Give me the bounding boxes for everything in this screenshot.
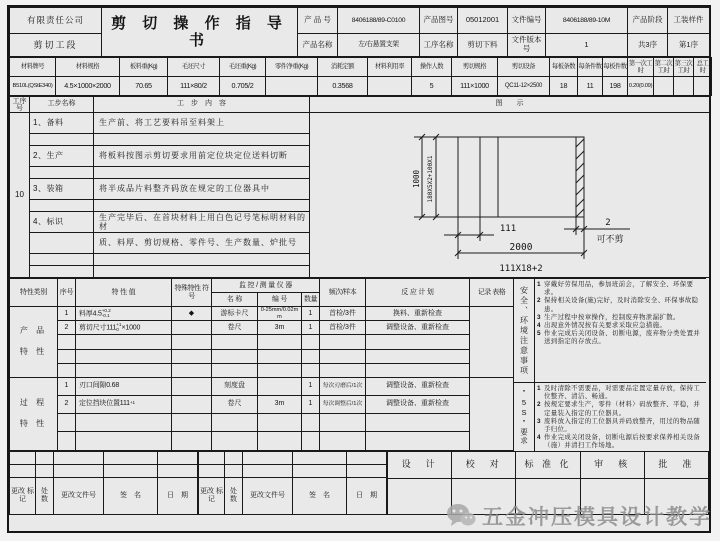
char-inst-code: 3m xyxy=(258,395,302,413)
char-qty: 1 xyxy=(302,395,320,413)
current-op: 第1序 xyxy=(668,34,710,57)
spec-header: 剪切规格 xyxy=(452,58,498,77)
approval-block xyxy=(387,451,709,515)
change-cell xyxy=(10,451,36,464)
drawing-no-label: 产品图号 xyxy=(420,8,458,34)
note-number: 2 xyxy=(537,401,541,409)
change-cell xyxy=(54,464,104,477)
char-qty xyxy=(302,414,320,432)
total-ops: 共3序 xyxy=(628,34,668,57)
special-characteristic-symbol xyxy=(172,377,212,395)
char-record xyxy=(470,377,514,450)
char-reaction: 调整设备、重新检查 xyxy=(366,321,470,335)
char-value xyxy=(76,363,172,377)
dim-trim: 2 xyxy=(605,218,611,228)
seq-header: 序号 xyxy=(58,279,76,307)
char-inst-name xyxy=(212,432,258,450)
char-inst-code xyxy=(258,414,302,432)
char-reaction xyxy=(366,414,470,432)
spec-header: 毛坯尺寸 xyxy=(168,58,220,77)
change-record-block-2 xyxy=(198,451,387,515)
change-cell xyxy=(36,451,54,464)
step-content: 将半成品片料整齐码放在规定的工位器具中 xyxy=(94,179,310,200)
inst-qty-header: 数量 xyxy=(302,293,320,307)
note-number: 3 xyxy=(537,417,541,425)
char-seq xyxy=(58,432,76,450)
spec-value xyxy=(266,77,318,96)
diagram-header: 图 示 xyxy=(310,97,710,113)
char-inst-code xyxy=(258,377,302,395)
step-content xyxy=(94,266,310,278)
change-cell xyxy=(36,464,54,477)
change-count-label: 处 数 xyxy=(225,478,243,514)
signature-cell xyxy=(644,478,708,514)
char-value: 定位挡块位置111 +1 xyxy=(76,395,172,413)
op-no-value: 10 xyxy=(10,113,30,278)
change-cell xyxy=(243,464,293,477)
change-cell xyxy=(293,451,347,464)
change-cell xyxy=(225,451,243,464)
special-characteristic-symbol xyxy=(172,414,212,432)
change-doc-label: 更改文件号 xyxy=(54,478,104,514)
spec-header: 总工时 xyxy=(694,58,712,77)
process-label-line2: 特 性 xyxy=(19,418,48,428)
design-label: 设 计 xyxy=(388,451,452,478)
spec-value xyxy=(368,77,412,96)
spec-value: 70.65 xyxy=(120,77,168,96)
step-content xyxy=(94,134,310,146)
instrument-header: 监 控 / 测 量 仪 器 xyxy=(212,279,320,293)
special-characteristic-symbol xyxy=(172,395,212,413)
safety-section xyxy=(514,279,706,383)
signature-cell xyxy=(580,478,644,514)
characteristics-band xyxy=(9,278,709,451)
date-label: 日 期 xyxy=(158,478,198,514)
spec-value: 0.705/2 xyxy=(220,77,266,96)
version-value: 1 xyxy=(546,34,628,57)
document-sheet xyxy=(7,5,711,533)
step-name xyxy=(30,134,94,146)
change-cell xyxy=(158,464,198,477)
change-cell xyxy=(199,464,225,477)
approve-label: 批 准 xyxy=(644,451,708,478)
workshop-section: 剪切工段 xyxy=(10,34,102,57)
note-number: 1 xyxy=(537,385,541,392)
change-count-label: 处 数 xyxy=(36,478,54,514)
char-value xyxy=(76,432,172,450)
safety-label: 安全、环境注意事项 xyxy=(514,279,535,382)
note-text: 穿戴好劳保用品，参加班前会，了解安全、环保要求。 xyxy=(544,281,694,297)
process-label-line1: 过 程 xyxy=(19,397,48,407)
step-name xyxy=(30,200,94,212)
char-inst-code xyxy=(258,335,302,349)
special-characteristic-symbol xyxy=(172,335,212,349)
characteristics-table xyxy=(9,278,514,451)
signature-cell xyxy=(516,478,580,514)
char-freq xyxy=(320,335,366,349)
spec-value: 4.5×1000×2000 xyxy=(56,77,120,96)
inst-name-header: 名 称 xyxy=(212,293,258,307)
step-name xyxy=(30,266,94,278)
char-value xyxy=(76,414,172,432)
char-inst-code: 0-25mm/0.02mm xyxy=(258,307,302,321)
char-reaction xyxy=(366,432,470,450)
change-cell xyxy=(104,464,158,477)
spec-header: 第三次工时 xyxy=(674,58,694,77)
safety-notes xyxy=(535,279,706,382)
spec-header: 每板件数 xyxy=(603,58,628,77)
spec-header: 操作人数 xyxy=(412,58,452,77)
value-header: 特 性 值 xyxy=(76,279,172,307)
signature-cell xyxy=(452,478,516,514)
note-text: 废料放入指定的工位器具并码放整齐，用过的物品随手归位。 xyxy=(544,417,701,433)
change-cell xyxy=(347,464,387,477)
reaction-header: 反 应 计 划 xyxy=(366,279,470,307)
char-value: 料厚4.5 +0.2 -0.1 xyxy=(76,307,172,321)
spec-header: 每板条数 xyxy=(550,58,578,77)
char-qty xyxy=(302,363,320,377)
symbol-header: 特殊特性 符号 xyxy=(172,279,212,307)
change-cell xyxy=(158,451,198,464)
stage-value: 工装样件 xyxy=(668,8,710,34)
char-freq: 首检/3件 xyxy=(320,321,366,335)
spec-header: 每条件数 xyxy=(578,58,603,77)
char-inst-code: 3m xyxy=(258,321,302,335)
char-seq: 2 xyxy=(58,395,76,413)
char-seq xyxy=(58,363,76,377)
spec-header: 材料牌号 xyxy=(10,58,56,77)
spec-header: 材料规格 xyxy=(56,58,120,77)
note-number: 2 xyxy=(537,297,541,305)
spec-value: 0.3568 xyxy=(318,77,368,96)
note-number: 4 xyxy=(537,321,541,329)
char-freq xyxy=(320,349,366,363)
note-text: 及时清除不需要品，对需要品定置定量存放，保持工位整齐、清洁、畅通。 xyxy=(544,385,701,401)
spec-header: 毛坯重(Kg) xyxy=(220,58,266,77)
spec-value: 111×1000 xyxy=(452,77,498,96)
step-content xyxy=(94,254,310,266)
char-seq: 1 xyxy=(58,377,76,395)
five-s-notes xyxy=(535,383,706,451)
char-freq xyxy=(320,363,366,377)
char-value xyxy=(76,335,172,349)
note-text: 按规定要求生产，零件（材料）码放整齐、平稳，并定量装入指定的工位器具。 xyxy=(544,401,701,417)
char-seq: 1 xyxy=(58,307,76,321)
signature-cell xyxy=(388,478,452,514)
spec-header: 零件净重(Kg) xyxy=(266,58,318,77)
char-qty xyxy=(302,349,320,363)
special-characteristic-symbol xyxy=(172,363,212,377)
spec-header: 板料重(Kg) xyxy=(120,58,168,77)
step-content: 生产前、将工艺要料吊至料架上 xyxy=(94,113,310,134)
signature-label: 签 名 xyxy=(293,478,347,514)
spec-value xyxy=(654,77,674,96)
note-text: 出现意外情况按有关要求采取应急措施。 xyxy=(544,321,667,329)
spec-value: 111×80/2 xyxy=(168,77,220,96)
change-cell xyxy=(225,464,243,477)
step-content: 质、料厚、剪切规格、零件号、生产数量、炉批号 xyxy=(94,233,310,254)
material-spec-table xyxy=(9,57,712,96)
change-cell xyxy=(54,451,104,464)
diagram-svg xyxy=(310,113,710,278)
step-name: 2、生产 xyxy=(30,146,94,167)
stage-label: 产品阶段 xyxy=(628,8,668,34)
change-mark-label: 更改 标记 xyxy=(10,478,36,514)
change-cell xyxy=(243,451,293,464)
spec-value: QC11-12×2500 xyxy=(498,77,550,96)
char-qty xyxy=(302,432,320,450)
step-name: 3、装箱 xyxy=(30,179,94,200)
special-characteristic-symbol xyxy=(172,321,212,335)
char-inst-code xyxy=(258,432,302,450)
change-cell xyxy=(199,451,225,464)
version-label: 文件版本号 xyxy=(508,34,546,57)
step-name: 4、标识 xyxy=(30,212,94,233)
spec-header: 第二次工时 xyxy=(654,58,674,77)
spec-value: 18 xyxy=(550,77,578,96)
char-inst-name: 游标卡尺 xyxy=(212,307,258,321)
op-no-header: 工序号 xyxy=(10,97,30,113)
change-cell xyxy=(347,451,387,464)
char-value: 刃口间隙0.68 xyxy=(76,377,172,395)
document-title: 剪 切 操 作 指 导 书 xyxy=(102,8,298,57)
char-freq xyxy=(320,432,366,450)
proofread-label: 校 对 xyxy=(452,451,516,478)
spec-header: 第一次工时 xyxy=(628,58,654,77)
char-qty: 1 xyxy=(302,377,320,395)
char-reaction: 换料、重新检查 xyxy=(366,307,470,321)
char-inst-name: 卷尺 xyxy=(212,321,258,335)
inst-code-header: 编 号 xyxy=(258,293,302,307)
change-mark-label: 更改 标记 xyxy=(199,478,225,514)
char-inst-code xyxy=(258,349,302,363)
spec-value: 5 xyxy=(412,77,452,96)
spec-header: 消耗定额 xyxy=(318,58,368,77)
product-no-value: 8406188/89-C0100 xyxy=(338,8,420,34)
spec-value: B510L(QStE340) xyxy=(10,77,56,96)
char-inst-name xyxy=(212,363,258,377)
char-record xyxy=(470,307,514,378)
process-characteristics-label xyxy=(10,377,58,450)
note-number: 3 xyxy=(537,313,541,321)
dim-strip-width: 111 xyxy=(499,224,517,234)
product-name-value: 左/右悬置支架 xyxy=(338,34,420,57)
dim-total-height: 1000 xyxy=(412,169,421,189)
char-reaction xyxy=(366,335,470,349)
char-freq xyxy=(320,414,366,432)
standardization-label: 标 准 化 xyxy=(516,451,580,478)
note-text: 作业完成后关闭设备、切断电源，废弃物分类处置并送到指定的存放点。 xyxy=(544,330,701,346)
step-name xyxy=(30,233,94,254)
char-value xyxy=(76,349,172,363)
review-label: 审 核 xyxy=(580,451,644,478)
dim-total-width: 2000 xyxy=(509,242,533,253)
step-content-header: 工 步 内 容 xyxy=(94,97,310,113)
product-no-label: 产 品 号 xyxy=(298,8,338,34)
char-qty: 1 xyxy=(302,321,320,335)
spec-value xyxy=(674,77,694,96)
step-content xyxy=(94,200,310,212)
signature-label: 签 名 xyxy=(104,478,158,514)
char-inst-code xyxy=(258,363,302,377)
note-number: 5 xyxy=(537,330,541,338)
date-label: 日 期 xyxy=(347,478,387,514)
char-qty xyxy=(302,335,320,349)
char-inst-name: 刻度盘 xyxy=(212,377,258,395)
trim-note: 可不剪 xyxy=(596,234,624,244)
step-content: 将板料按图示剪切要求用前定位块定位送料切断 xyxy=(94,146,310,167)
doc-no-label: 文件编号 xyxy=(508,8,546,34)
product-name-label: 产品名称 xyxy=(298,34,338,57)
spec-value: 198 xyxy=(603,77,628,96)
freq-header: 频次/样本 xyxy=(320,279,366,307)
char-reaction xyxy=(366,363,470,377)
step-content xyxy=(94,167,310,179)
watermark-text: 五金冲压模具设计教学 xyxy=(482,506,712,529)
char-freq: 每次调整后/1次 xyxy=(320,395,366,413)
char-freq: 首检/3件 xyxy=(320,307,366,321)
title-block xyxy=(9,7,710,57)
spec-value: 11 xyxy=(578,77,603,96)
bottom-band xyxy=(9,451,709,515)
shearing-layout-diagram xyxy=(310,113,710,278)
change-cell xyxy=(10,464,36,477)
op-name-value: 剪切下料 xyxy=(458,34,508,57)
char-reaction: 调整设备、重新检查 xyxy=(366,395,470,413)
drawing-no-value: 05012001 xyxy=(458,8,508,34)
dim-height-formula: 180X5X2+100X1 xyxy=(427,155,434,203)
notes-panel xyxy=(514,278,706,451)
spec-value: 0.20(0.09) xyxy=(628,77,654,96)
char-qty: 1 xyxy=(302,307,320,321)
spec-header: 材料利用率 xyxy=(368,58,412,77)
product-label-line2: 特 性 xyxy=(19,346,48,356)
char-inst-name xyxy=(212,335,258,349)
char-value: 剪切尺寸111 +1 0 ×1000 xyxy=(76,321,172,335)
step-content: 生产完毕后、在首块材料上用白色记号笔标明材料的材 xyxy=(94,212,310,233)
change-record-block-1 xyxy=(9,451,198,515)
doc-no-value: 8406188/89-10M xyxy=(546,8,628,34)
dim-width-formula: 111X18+2 xyxy=(499,264,543,274)
char-inst-name xyxy=(212,349,258,363)
char-freq: 每次刃磨后/1次 xyxy=(320,377,366,395)
record-header: 记录 表格 xyxy=(470,279,514,307)
note-number: 4 xyxy=(537,434,541,442)
char-inst-name xyxy=(212,414,258,432)
special-characteristic-symbol: ◆ xyxy=(172,307,212,321)
step-name: 1、备料 xyxy=(30,113,94,134)
char-seq: 2 xyxy=(58,321,76,335)
note-text: 生产过程中按章操作，控制废弃物泄漏扩散。 xyxy=(544,313,680,321)
change-doc-label: 更改文件号 xyxy=(243,478,293,514)
step-name xyxy=(30,167,94,179)
char-reaction: 调整设备、重新检查 xyxy=(366,377,470,395)
char-seq xyxy=(58,414,76,432)
char-reaction xyxy=(366,349,470,363)
op-name-label: 工序名称 xyxy=(420,34,458,57)
spec-header: 剪切设备 xyxy=(498,58,550,77)
work-steps-table xyxy=(9,96,710,278)
note-text: 保持相关设备(施)完好，及时消除安全、环保事故隐患。 xyxy=(544,297,699,313)
note-number: 1 xyxy=(537,281,541,288)
change-cell xyxy=(104,451,158,464)
product-characteristics-label xyxy=(10,307,58,378)
special-characteristic-symbol xyxy=(172,349,212,363)
company-name: 有限责任公司 xyxy=(10,8,102,34)
char-seq xyxy=(58,335,76,349)
step-name xyxy=(30,254,94,266)
special-characteristic-symbol xyxy=(172,432,212,450)
category-header: 特性类别 xyxy=(10,279,58,307)
product-label-line1: 产 品 xyxy=(19,326,48,336)
change-cell xyxy=(293,464,347,477)
step-name-header: 工步名称 xyxy=(30,97,94,113)
note-text: 作业完成关闭设备，切断电源后按要求保养相关设备（施）并清扫工作场地。 xyxy=(544,434,701,450)
char-inst-name: 卷尺 xyxy=(212,395,258,413)
five-s-section xyxy=(514,383,706,451)
five-s-label: "5S"要求 xyxy=(514,383,535,451)
spec-value xyxy=(694,77,712,96)
char-seq xyxy=(58,349,76,363)
